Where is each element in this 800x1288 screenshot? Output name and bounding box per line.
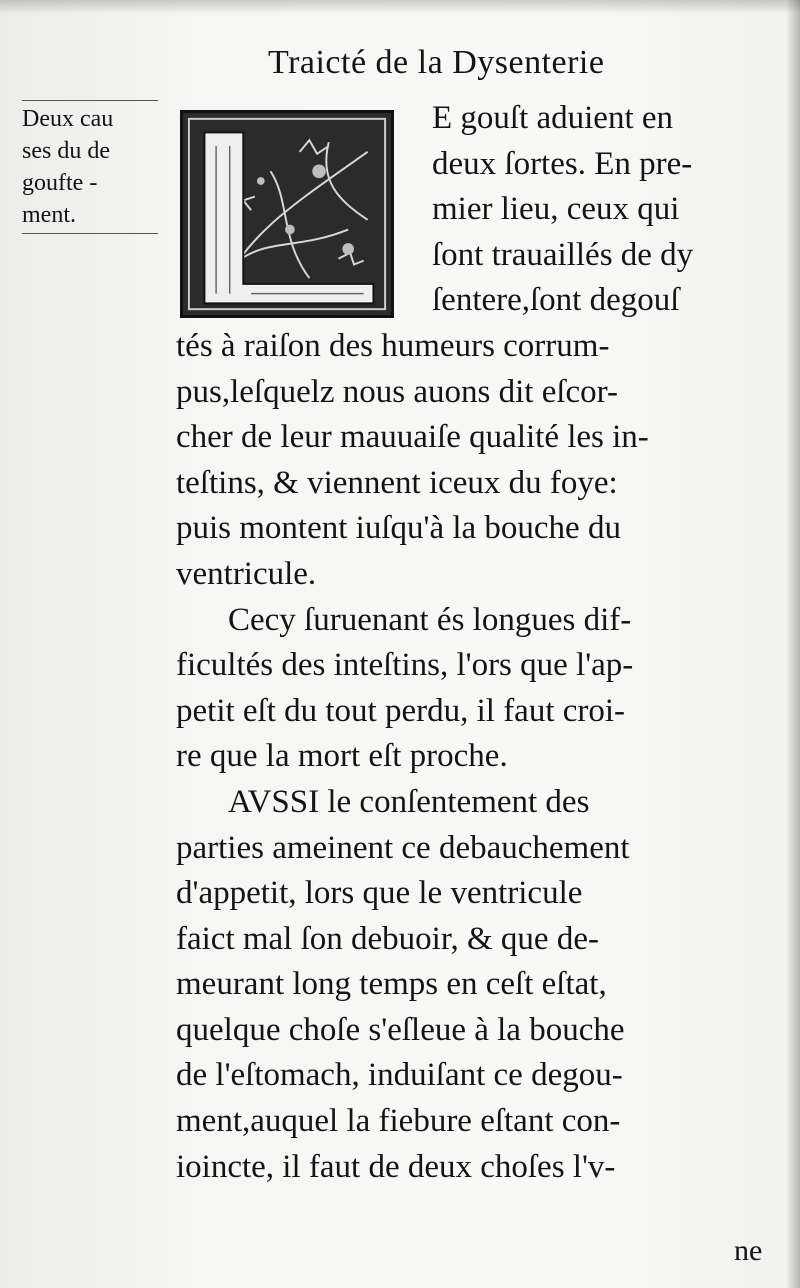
page-top-shadow (0, 0, 800, 14)
text-line: ment,auquel la fiebure eſtant con- (176, 1103, 621, 1140)
marginal-note-line: ses du de (22, 138, 110, 164)
text-line: ventricule. (176, 555, 317, 592)
marginal-note-line: ment. (22, 202, 76, 228)
text-line: ſentere,ſont degouſ (432, 282, 680, 319)
text-line: faict mal ſon debuoir, & que de- (176, 920, 599, 957)
text-line: cher de leur mauuaiſe qualité les in- (176, 419, 649, 456)
text-line: ioincte, il faut de deux choſes l'v- (176, 1148, 616, 1185)
marginal-note-line: goufte - (22, 170, 98, 196)
text-line: tés à raiſon des humeurs corrum- (176, 327, 610, 364)
text-line: puis montent iuſqu'à la bouche du (176, 510, 621, 547)
text-line: d'appetit, lors que le ventricule (176, 875, 583, 912)
text-line: ſont trauaillés de dy (432, 236, 694, 273)
body-text (176, 96, 786, 1190)
catchword: ne (734, 1234, 763, 1267)
text-line: de l'eſtomach, induiſant ce degou- (176, 1057, 623, 1094)
text-line: deux ſortes. En pre- (432, 145, 693, 182)
text-line: ficultés des inteſtins, l'ors que l'ap- (176, 647, 634, 684)
marginal-note (22, 100, 158, 234)
text-line: AVSSI le conſentement des (228, 783, 590, 820)
text-line: parties ameinent ce debauchement (176, 829, 630, 866)
text-line: E gouſt aduient en (432, 100, 674, 136)
text-line: petit eſt du tout perdu, il faut croi- (176, 692, 626, 729)
text-line: quelque choſe s'eſleue à la bouche (176, 1011, 625, 1048)
page-edge-shadow (786, 0, 800, 1288)
running-head: Traicté de la Dysenterie (268, 44, 605, 81)
marginal-note-line: Deux cau (22, 106, 114, 132)
text-line: re que la mort eſt proche. (176, 738, 508, 775)
text-line: mier lieu, ceux qui (432, 191, 680, 228)
text-line: meurant long temps en ceſt eſtat, (176, 966, 607, 1003)
text-line: Cecy ſuruenant és longues dif- (228, 601, 632, 638)
text-line: pus,leſquelz nous auons dit eſcor- (176, 373, 618, 410)
text-line: teſtins, & viennent iceux du foye: (176, 464, 618, 501)
